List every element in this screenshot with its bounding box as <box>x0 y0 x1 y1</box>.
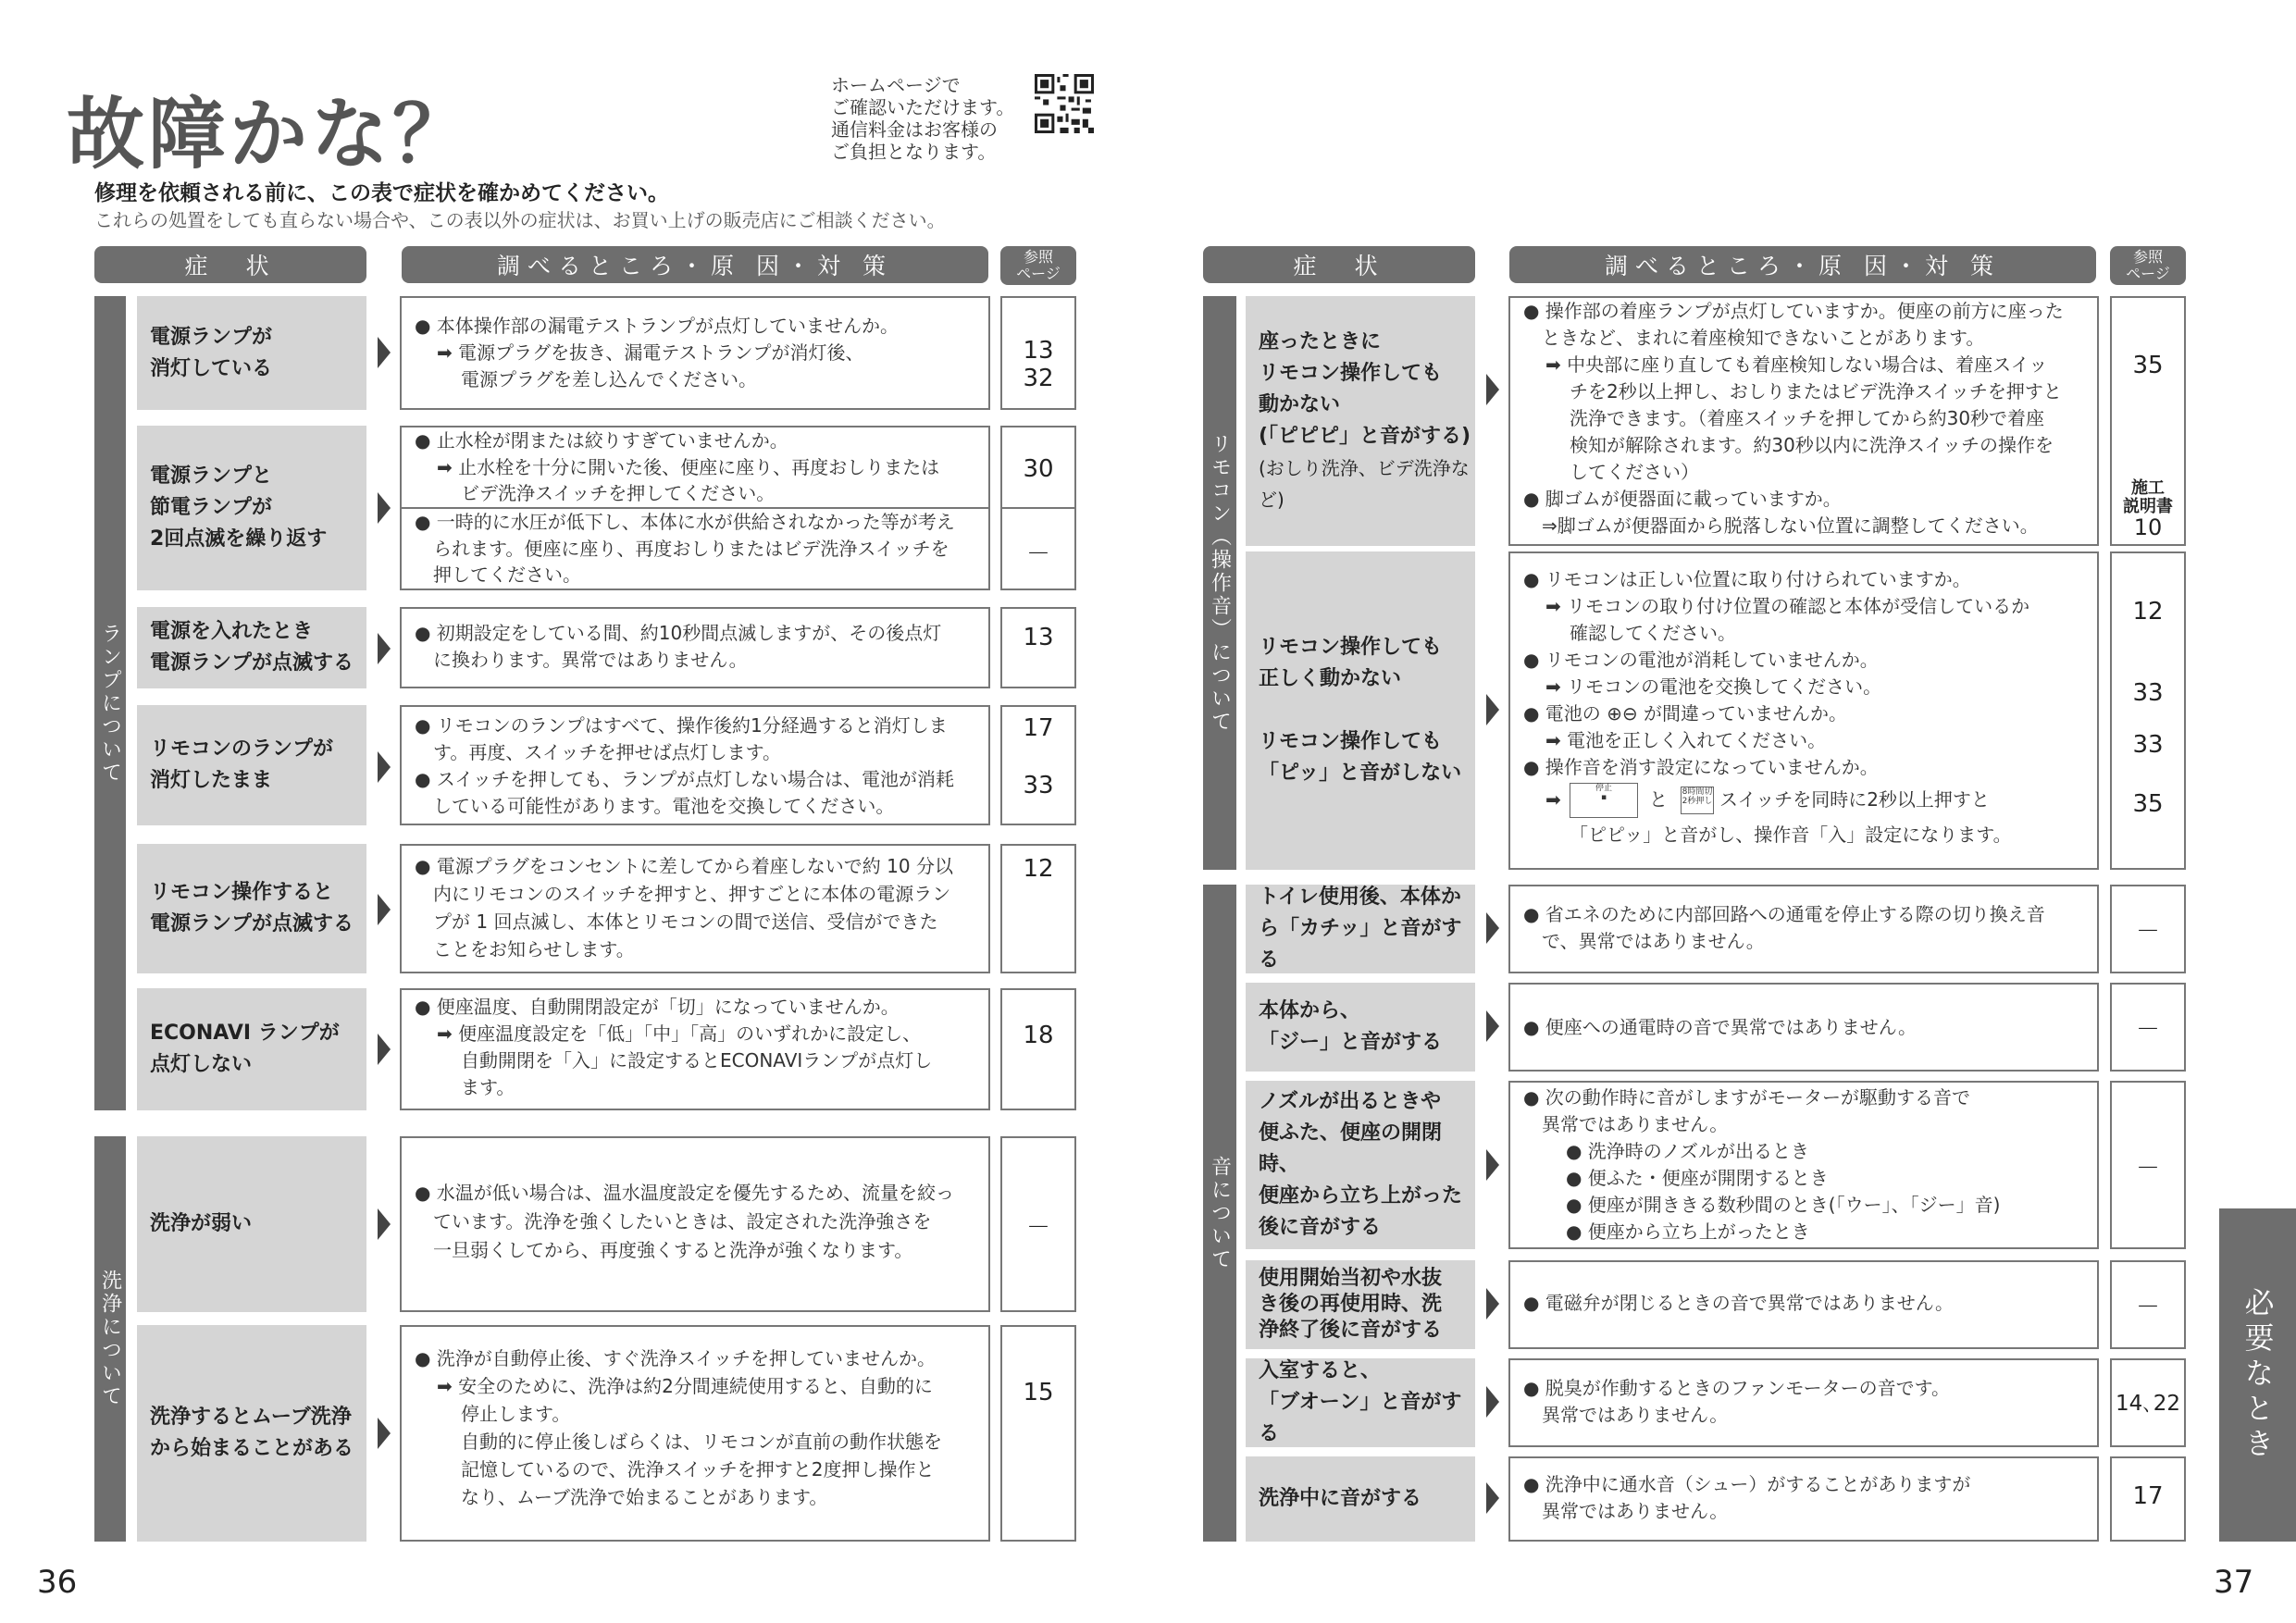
ref-cell: 18 <box>1000 988 1076 1110</box>
check-cell: ● 洗浄が自動停止後、すぐ洗浄スイッチを押していませんか。 ➡ 安全のために、洗浄は約2分間連続使用すると、自動的に 停止します。 自動的に停止後しばらくは、リモコンが直前の動作状態を 記憶しているので、洗浄スイッチを押すと2度押し操作と なり、ムーブ洗浄で始まることがあります。 <box>400 1325 990 1542</box>
arrow-icon <box>378 1418 391 1449</box>
ref-cell: 35 施工 説明書 10 <box>2110 296 2186 546</box>
symptom-cell: 本体から、 「ジー」と音がする <box>1246 983 1475 1072</box>
symptom-cell: 洗浄するとムーブ洗浄 から始まることがある <box>137 1325 366 1542</box>
arrow-icon <box>1486 1288 1499 1319</box>
ref-cell: 15 <box>1000 1325 1076 1542</box>
page-number-left: 36 <box>37 1564 78 1601</box>
ref-cell: 14､22 <box>2110 1358 2186 1447</box>
header-check-right: 調べるところ・原 因・対 策 <box>1509 246 2096 283</box>
symptom-cell: 電源ランプが 消灯している <box>137 296 366 410</box>
ref-cell: 12 33 33 35 <box>2110 551 2186 870</box>
check-cell: ● 止水栓が閉または絞りすぎていませんか。 ➡ 止水栓を十分に開いた後、便座に座り、再度おしりまたは ビデ洗浄スイッチを押してください。 <box>400 426 990 509</box>
header-symptom-right: 症 状 <box>1203 246 1475 283</box>
ref-cell: 13 32 <box>1000 296 1076 410</box>
ref-cell: 17 <box>2110 1456 2186 1542</box>
symptom-cell: 入室すると、 「ブオーン」と音がする <box>1246 1358 1475 1447</box>
arrow-icon <box>378 1034 391 1065</box>
category-remote: リモコン（操作音）について <box>1203 296 1236 870</box>
ref-cell: － <box>2110 885 2186 973</box>
check-cell: ● 一時的に水圧が低下し、本体に水が供給されなかった等が考え られます。便座に座り、再度おしりまたはビデ洗浄スイッチを 押してください。 <box>400 507 990 590</box>
symptom-cell: 座ったときに リモコン操作しても 動かない (「ピピピ」と音がする) (おしり洗浄、ビデ洗浄など) <box>1246 296 1475 546</box>
arrow-icon <box>1486 374 1499 405</box>
check-cell: ● 便座温度、自動開閉設定が「切」になっていませんか。 ➡ 便座温度設定を「低」「中」「高」のいずれかに設定し、 自動開閉を「入」に設定するとECONAVIランプが点灯し ます。 <box>400 988 990 1110</box>
check-cell: ● リモコンは正しい位置に取り付けられていますか。 ➡ リモコンの取り付け位置の確認と本体が受信しているか 確認してください。 ● リモコンの電池が消耗していませんか。 ➡ リモコンの電池を交換してください。 ● 電池の ⊕⊖ が間違っていませんか。 ➡ 電池を正しく入れてください。 ● 操作音を消す設定になっていませんか。 ➡ 停止 ▪ と 8時間切 2秒押し スイッチを同時に2秒以上押すと 「ピピッ」と音がし、操作音「入」設定になります。 <box>1508 551 2099 870</box>
ref-cell: 30 <box>1000 426 1076 509</box>
stop-key-icon: 停止 ▪ <box>1570 783 1638 818</box>
category-sound: 音について <box>1203 885 1236 1542</box>
qr-code-icon[interactable] <box>1035 74 1094 133</box>
ref-cell: － <box>2110 1260 2186 1349</box>
symptom-cell: ノズルが出るときや 便ふた、便座の開閉時、 便座から立ち上がった 後に音がする <box>1246 1081 1475 1249</box>
check-cell: ● 便座への通電時の音で異常ではありません。 <box>1508 983 2099 1072</box>
intro-heading: 修理を依頼される前に、この表で症状を確かめてください。 <box>94 181 669 205</box>
ref-cell: － <box>2110 983 2186 1072</box>
category-lamp: ランプについて <box>94 296 126 1110</box>
arrow-icon <box>378 337 391 368</box>
arrow-icon <box>1486 1010 1499 1042</box>
check-cell: ● リモコンのランプはすべて、操作後約1分経過すると消灯しま す。再度、スイッチを押せば点灯します。 ● スイッチを押しても、ランプが点灯しない場合は、電池が消耗 している可能性があります。電池を交換してください。 <box>400 705 990 825</box>
check-cell: ● 電源プラグをコンセントに差してから着座しないで約 10 分以 内にリモコンのスイッチを押すと、押すごとに本体の電源ラン プが 1 回点滅し、本体とリモコンの間で送信、受信ができた ことをお知らせします。 <box>400 844 990 973</box>
check-cell: ● 水温が低い場合は、温水温度設定を優先するため、流量を絞っ ています。洗浄を強くしたいときは、設定された洗浄強さを 一旦弱くしてから、再度強くすると洗浄が強くなります。 <box>400 1136 990 1312</box>
arrow-icon <box>1486 694 1499 725</box>
check-cell: ● 初期設定をしている間、約10秒間点滅しますが、その後点灯 に換わります。異常ではありません。 <box>400 607 990 688</box>
header-ref-left: 参照 ページ <box>1000 246 1076 285</box>
symptom-cell: 電源を入れたとき 電源ランプが点滅する <box>137 607 366 688</box>
header-symptom-left: 症 状 <box>94 246 366 283</box>
page-title: 故障かな？ <box>67 89 475 180</box>
symptom-cell: 洗浄が弱い <box>137 1136 366 1312</box>
check-cell: ● 操作部の着座ランプが点灯していますか。便座の前方に座った ときなど、まれに着座検知できないことがあります。 ➡ 中央部に座り直しても着座検知しない場合は、着座スイッ チを2秒以上押し、おしりまたはビデ洗浄スイッチを押すと 洗浄できます。（着座スイッチを押してから約30秒で着座 検知が解除されます。約30秒以内に洗浄スイッチの操作を してください） ● 脚ゴムが便器面に載っていますか。 ⇒脚ゴムが便器面から脱落しない位置に調整してください。 <box>1508 296 2099 546</box>
ref-cell: 13 <box>1000 607 1076 688</box>
side-tab-when-needed[interactable]: 必要なとき <box>2219 1208 2296 1542</box>
check-cell: ● 電磁弁が閉じるときの音で異常ではありません。 <box>1508 1260 2099 1349</box>
symptom-cell: リモコン操作しても 正しく動かない リモコン操作しても 「ピッ」と音がしない <box>1246 551 1475 870</box>
arrow-icon <box>1486 1386 1499 1418</box>
check-cell: ● 次の動作時に音がしますがモーターが駆動する音で 異常ではありません。 ● 洗浄時のノズルが出るとき ● 便ふた・便座が開閉するとき ● 便座が開ききる数秒間のとき(「ウー」、「ジー」音) ● 便座から立ち上がったとき <box>1508 1081 2099 1249</box>
homepage-note: ホームページで ご確認いただけます。 通信料金はお客様の ご負担となります。 <box>831 74 1015 163</box>
symptom-cell: ECONAVI ランプが 点灯しない <box>137 988 366 1110</box>
header-check-left: 調べるところ・原 因・対 策 <box>402 246 988 283</box>
arrow-icon <box>378 633 391 664</box>
arrow-icon <box>1486 1149 1499 1181</box>
ref-cell: 17 33 <box>1000 705 1076 825</box>
symptom-cell: トイレ使用後、本体か ら「カチッ」と音がする <box>1246 885 1475 973</box>
page-number-right: 37 <box>2214 1564 2254 1601</box>
arrow-icon <box>378 894 391 925</box>
arrow-icon <box>378 492 391 524</box>
check-cell: ● 脱臭が作動するときのファンモーターの音です。 異常ではありません。 <box>1508 1358 2099 1447</box>
arrow-icon <box>1486 1482 1499 1514</box>
category-wash: 洗浄について <box>94 1136 126 1542</box>
check-cell: ● 洗浄中に通水音（シュー）がすることがありますが 異常ではありません。 <box>1508 1456 2099 1542</box>
intro-note: これらの処置をしても直らない場合や、この表以外の症状は、お買い上げの販売店にご相談ください。 <box>94 209 946 231</box>
symptom-cell: 洗浄中に音がする <box>1246 1456 1475 1542</box>
check-cell: ● 本体操作部の漏電テストランプが点灯していませんか。 ➡ 電源プラグを抜き、漏電テストランプが消灯後、 電源プラグを差し込んでください。 <box>400 296 990 410</box>
ref-cell: － <box>2110 1081 2186 1249</box>
check-cell: ● 省エネのために内部回路への通電を停止する際の切り換え音 で、異常ではありません。 <box>1508 885 2099 973</box>
symptom-cell: 電源ランプと 節電ランプが 2回点滅を繰り返す <box>137 426 366 590</box>
arrow-icon <box>378 751 391 783</box>
arrow-icon <box>1486 912 1499 944</box>
header-ref-right: 参照 ページ <box>2110 246 2186 285</box>
arrow-icon <box>378 1208 391 1240</box>
ref-cell: － <box>1000 507 1076 590</box>
ref-cell: 12 <box>1000 844 1076 973</box>
symptom-cell: リモコン操作すると 電源ランプが点滅する <box>137 844 366 973</box>
timer-key-icon: 8時間切 2秒押し <box>1681 787 1714 814</box>
ref-cell: － <box>1000 1136 1076 1312</box>
symptom-cell: リモコンのランプが 消灯したまま <box>137 705 366 825</box>
symptom-cell: 使用開始当初や水抜 き後の再使用時、洗 浄終了後に音がする <box>1246 1260 1475 1349</box>
